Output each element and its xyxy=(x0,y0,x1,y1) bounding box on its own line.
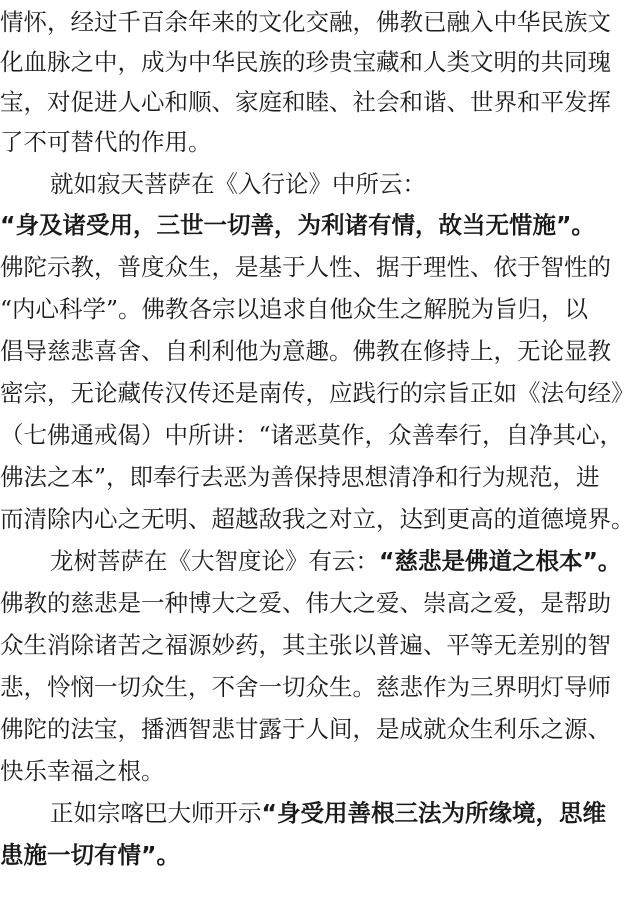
text-line: 佛陀示教，普度众生，是基于人性、据于理性、依于智性的 xyxy=(0,253,611,281)
quote-intro-text: 龙树菩萨在《大智度论》有云： xyxy=(50,547,379,575)
text-line: “内心科学”。佛教各宗以追求自他众生之解脱为旨归，以 xyxy=(0,295,589,323)
text-line: 众生消除诸苦之福源妙药，其主张以普遍、平等无差别的智 xyxy=(0,631,611,659)
text-line: 化血脉之中，成为中华民族的珍贵宝藏和人类文明的共同瑰 xyxy=(0,48,611,76)
quote-bold: 患施一切有情”。 xyxy=(0,841,180,869)
text-line: 了不可替代的作用。 xyxy=(0,128,212,156)
text-line: 密宗，无论藏传汉传还是南传，应践行的宗旨正如《法句经》 xyxy=(0,379,635,407)
quote-bold: “慈悲是佛道之根本”。 xyxy=(379,547,622,575)
quote-intro: 就如寂天菩萨在《入行论》中所云： xyxy=(50,170,426,198)
text-line: 佛教的慈悲是一种博大之爱、伟大之爱、崇高之爱，是帮助 xyxy=(0,589,611,617)
quote-bold: “身受用善根三法为所缘境，思维 xyxy=(261,799,606,827)
text-line: 宝，对促进人心和顺、家庭和睦、社会和谐、世界和平发挥 xyxy=(0,88,611,116)
text-line: 倡导慈悲喜舍、自利利他为意趣。佛教在修持上，无论显教 xyxy=(0,337,611,365)
quote-intro-text: 正如宗喀巴大师开示 xyxy=(50,799,262,827)
text-line: （七佛通戒偈）中所讲：“诸恶莫作，众善奉行，自净其心， xyxy=(0,421,624,449)
quote-intro xyxy=(0,791,606,835)
text-line: 悲，怜悯一切众生，不舍一切众生。慈悲作为三界明灯导师 xyxy=(0,673,611,701)
text-line: 而清除内心之无明、超越敌我之对立，达到更高的道德境界。 xyxy=(0,505,635,533)
quote-intro xyxy=(0,539,622,583)
text-line: 快乐幸福之根。 xyxy=(0,757,165,785)
text-line: 情怀，经过千百余年来的文化交融，佛教已融入中华民族文 xyxy=(0,8,611,36)
text-line: 佛法之本”，即奉行去恶为善保持思想清净和行为规范，进 xyxy=(0,463,600,491)
text-line: 佛陀的法宝，播洒智悲甘露于人间，是成就众生利乐之源、 xyxy=(0,715,611,743)
quote-bold: “身及诸受用，三世一切善，为利诸有情，故当无惜施”。 xyxy=(0,211,595,239)
